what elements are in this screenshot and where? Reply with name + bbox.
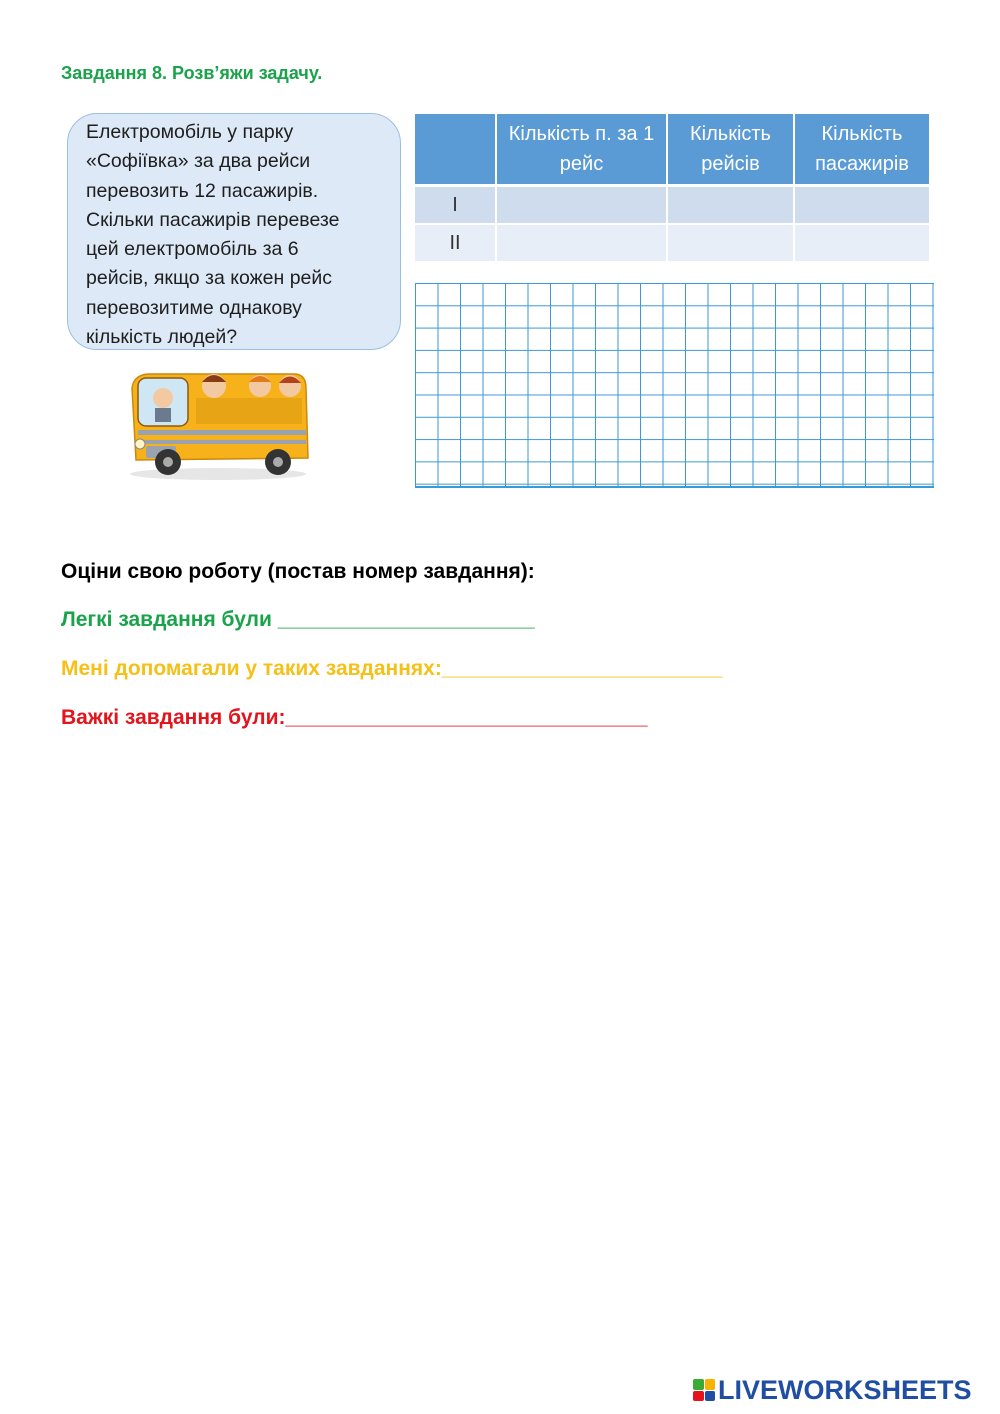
problem-line: Скільки пасажирів перевезе: [86, 208, 340, 231]
answer-cell[interactable]: [496, 224, 667, 262]
logo-text: LIVEWORKSHEETS: [718, 1374, 972, 1405]
logo-square: [693, 1391, 704, 1402]
row-label: I: [415, 186, 496, 225]
answer-cell[interactable]: [794, 186, 929, 225]
table-header-cell: Кількість пасажирів: [794, 114, 929, 186]
table-row: [415, 224, 929, 262]
problem-line: рейсів, якщо за кожен рейс: [86, 267, 333, 290]
logo-square: [705, 1379, 716, 1390]
evaluation-title: Оціни свою роботу (постав номер завдання):: [61, 560, 535, 583]
solution-grid-area[interactable]: [415, 283, 934, 488]
answer-cell[interactable]: [667, 186, 794, 225]
task-title: Завдання 8. Розв’яжи задачу.: [61, 63, 323, 83]
problem-line: «Софіївка» за два рейси: [86, 150, 311, 173]
evaluation-help-line[interactable]: Мені допомагали у таких завданнях:________________________: [61, 657, 723, 680]
table-header-cell: [415, 114, 496, 186]
liveworksheets-mark-icon: [693, 1379, 715, 1401]
problem-text-box: [67, 113, 401, 350]
answer-cell[interactable]: [794, 224, 929, 262]
school-bus-illustration: [118, 362, 318, 484]
problem-line: перевозитиме однакову: [86, 296, 302, 319]
problem-line: перевозить 12 пасажирів.: [86, 179, 319, 202]
data-table: [415, 114, 929, 263]
row-label: II: [415, 224, 496, 262]
answer-cell[interactable]: [496, 186, 667, 225]
problem-line: кількість людей?: [86, 326, 238, 349]
table-header-cell: Кількість рейсів: [667, 114, 794, 186]
problem-line: цей електромобіль за 6: [86, 238, 299, 261]
evaluation-easy-line[interactable]: Легкі завдання були ______________________: [61, 608, 535, 631]
answer-cell[interactable]: [667, 224, 794, 262]
problem-line: Електромобіль у парку: [86, 121, 294, 143]
table-header-cell: Кількість п. за 1 рейс: [496, 114, 667, 186]
logo-square: [705, 1391, 716, 1402]
evaluation-hard-line[interactable]: Важкі завдання були:_______________________________: [61, 706, 648, 729]
logo-square: [693, 1379, 704, 1390]
liveworksheets-logo: [693, 1375, 972, 1405]
table-row: [415, 186, 929, 225]
